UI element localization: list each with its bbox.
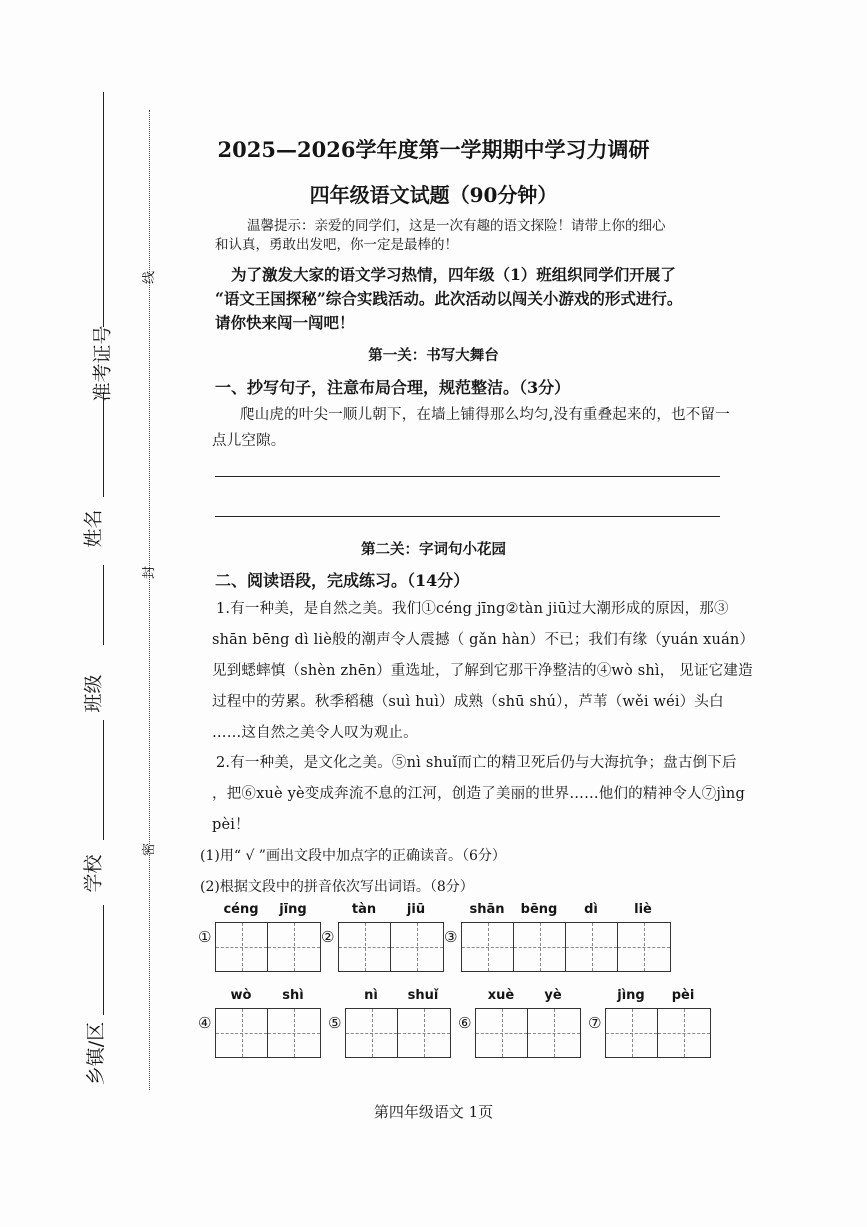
class-line [103,565,104,645]
p2-line-2: ，把⑥xuè yè变成奔流不息的江河，创造了美丽的世界……他们的精神令人⑦jìng [212,786,745,802]
level-1-title: 第一关：书写大舞台 [368,347,499,364]
seal-mi: 密 [142,842,158,857]
group-number: ④ [198,1014,212,1032]
passage-2 [212,748,784,841]
pinyin-row: shān bēng dì liè [469,902,652,917]
pinyin-row: jìng pèi [617,988,695,1003]
class-label: 班级 [82,674,105,713]
seal-feng: 封 [142,565,158,580]
pinyin-row: tàn jiū [351,902,426,917]
level-2-title: 第二关：字词句小花园 [361,541,506,558]
town-line [103,905,104,1015]
intro-line-1: 为了激发大家的语文学习热情，四年级（1）班组织同学们开展了 [231,265,676,284]
p2-line-3: pèi！ [212,817,250,833]
p1-line-1: 1.有一种美，是自然之美。我们①céng jīng②tàn jiū过大潮形成的原因，那③ [216,601,729,617]
sentence-line-2: 点儿空隙。 [212,433,286,449]
pinyin-row: xuè yè [487,988,562,1003]
intro-line-2: “语文王国探秘”综合实践活动。此次活动以闯关小游戏的形式进行。 [215,289,683,308]
group-number: ⑥ [458,1014,472,1032]
sub-question-2: (2)根据文段中的拼音依次写出词语。（8分） [200,879,474,895]
pinyin-row: wò shì [230,988,304,1003]
p1-line-2: shān bēng dì liè般的潮声令人震撼（ gǎn hàn）不已；我们有缘（yuán xuán） [212,632,755,648]
warm-tip [215,217,775,255]
group-number: ⑦ [588,1014,602,1032]
group-number: ① [198,928,212,946]
tip-line-2: 和认真，勇敢出发吧，你一定是最棒的！ [215,237,458,253]
p2-line-1: 2.有一种美，是文化之美。⑤nì shuǐ而亡的精卫死后仍与大海抗争；盘古倒下后 [216,755,737,771]
pinyin-row: nì shuǐ [364,988,439,1003]
tian-grid-6[interactable] [475,1008,581,1058]
exam-title: 2025—2026学年度第一学期期中学习力调研 [217,137,650,162]
sentence-line-1: 爬山虎的叶尖一顺儿朝下，在墙上铺得那么均匀,没有重叠起来的，也不留一 [240,407,730,423]
passage-1 [212,594,784,749]
name-line [103,392,104,497]
tian-grid-7[interactable] [605,1008,711,1058]
tian-grid-5[interactable] [345,1008,451,1058]
p1-line-4: 过程中的劳累。秋季稻穗（suì huì）成熟（shū shú），芦苇（wěi wéi）头白 [212,694,724,710]
town-label: 乡镇/区 [85,1021,108,1086]
group-number: ② [321,928,335,946]
tip-line-1: 温馨提示：亲爱的同学们，这是一次有趣的语文探险！请带上你的细心 [247,218,666,234]
p1-line-5: ……这自然之美令人叹为观止。 [212,725,418,741]
tian-grid-2[interactable] [338,922,444,972]
tian-grid-4[interactable] [215,1008,321,1058]
sub-question-1: (1)用“ √ ”画出文段中加点字的正确读音。（6分） [200,848,506,864]
group-number: ③ [444,928,458,946]
tian-grid-3[interactable] [461,922,671,972]
seal-xian: 线 [142,270,158,285]
writing-line-2[interactable] [215,516,720,517]
intro-paragraph [215,263,785,335]
copy-sentence [212,402,784,454]
group-number: ⑤ [328,1014,342,1032]
school-label: 学校 [82,854,105,893]
school-line [103,720,104,840]
tian-grid-1[interactable] [215,922,321,972]
question-2-heading: 二、阅读语段，完成练习。（14分） [215,571,470,590]
seal-dotted-line [149,110,150,1090]
writing-line-1[interactable] [215,476,720,477]
exam-id-line [103,92,104,327]
question-1-heading: 一、抄写句子，注意布局合理，规范整洁。（3分） [215,378,571,397]
page-footer: 第四年级语文 1页 [373,1103,494,1121]
pinyin-row: céng jīng [223,902,307,917]
p1-line-3: 见到蟋蟀慎（shèn zhēn）重选址，了解到它那干净整洁的④wò shì， 见证它建造 [212,663,753,679]
intro-line-3: 请你快来闯一闯吧！ [215,313,355,332]
exam-id-label: 准考证号 [91,325,114,402]
name-label: 姓名 [82,509,105,548]
exam-subtitle: 四年级语文试题（90分钟） [309,183,558,207]
